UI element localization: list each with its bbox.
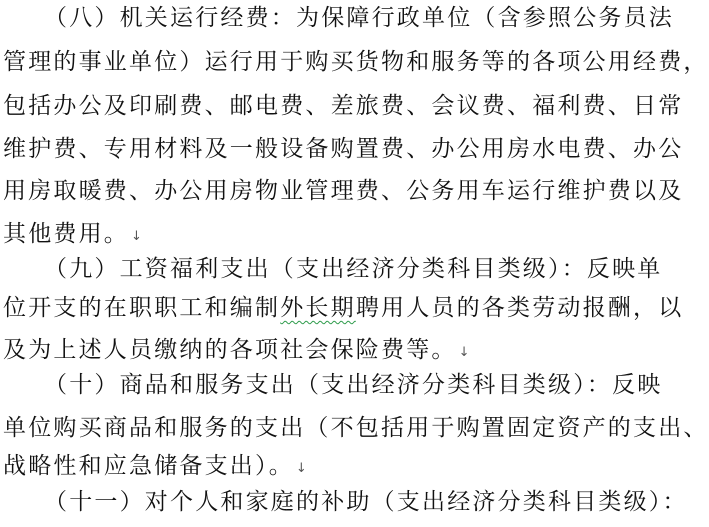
text-line: 及为上述人员缴纳的各项社会保险费等。 [3,337,457,363]
paragraph-mark-icon: ↓ [295,461,307,476]
text-line: （十）商品和服务支出（支出经济分类科目类级）：反映 [44,372,663,398]
paragraph-8-line-3 [3,90,684,122]
text-line: 维护费、专用材料及一般设备购置费、办公用房水电费、办公 [3,136,684,162]
paragraph-8-line-1 [44,2,674,34]
text-line: （十一）对个人和家庭的补助（支出经济分类科目类级）： [44,489,688,515]
text-line: 其他费用。 [3,221,129,247]
text-line: （九）工资福利支出（支出经济分类科目类级）：反映单 [44,256,663,282]
text-line: 包括办公及印刷费、邮电费、差旅费、会议费、福利费、日常 [3,93,684,119]
paragraph-mark-icon: ↓ [131,229,142,244]
paragraph-11-line-1 [44,486,688,518]
text-segment: 聘用人员的各类劳动报酬，以 [355,295,684,321]
paragraph-8-line-2 [3,46,709,78]
paragraph-10-line-1 [44,369,663,401]
paragraph-mark-icon: ↓ [458,345,470,360]
text-segment: 位开支的在职职工和编制 [3,295,281,321]
paragraph-8-line-4 [3,133,684,165]
text-line: 单位购买商品和服务的支出（不包括用于购置固定资产的支出、 [3,415,709,441]
spellcheck-underlined-text: 外长期 [280,295,356,321]
text-line: 战略性和应急储备支出）。 [3,453,294,479]
paragraph-10-line-3 [3,450,607,482]
paragraph-10-line-2 [3,412,709,444]
paragraph-8-line-5 [3,175,684,207]
paragraph-8-line-6 [3,218,607,250]
text-line: 用房取暖费、办公用房物业管理费、公务用车运行维护费以及 [3,178,684,204]
text-line: （八）机关运行经费：为保障行政单位（含参照公务员法 [44,5,674,31]
paragraph-9-line-3 [3,334,607,366]
text-line: 管理的事业单位）运行用于购买货物和服务等的各项公用经费， [3,49,709,75]
paragraph-9-line-1 [44,253,663,285]
paragraph-9-line-2 [3,292,684,324]
